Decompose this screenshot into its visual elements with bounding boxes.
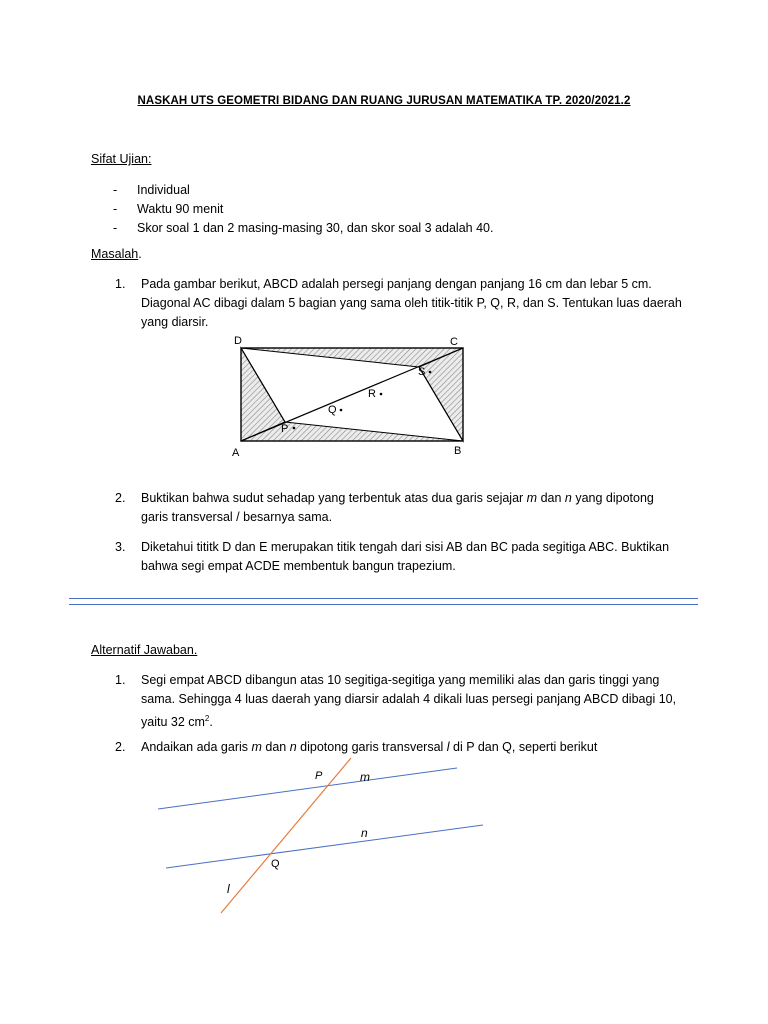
dash-bullet: - — [113, 202, 118, 216]
problem-2 — [115, 489, 654, 527]
answer-1 — [115, 671, 676, 732]
sifat-list — [113, 181, 493, 238]
answer-line: sama. Sehingga 4 luas daerah yang diarsir adalah 4 dikali luas persegi panjang ABCD dibagi 10, — [141, 692, 677, 706]
answer-line: Segi empat ABCD dibangun atas 10 segitiga-segitiga yang memiliki alas dan garis tinggi yang — [141, 673, 660, 687]
point-q — [340, 409, 343, 412]
label-c: C — [450, 336, 458, 348]
dash-bullet: - — [113, 221, 118, 235]
text-run: yang dipotong — [571, 491, 654, 505]
problem-text — [141, 275, 682, 332]
sifat-item-text: Waktu 90 menit — [137, 202, 224, 216]
problem-line: Pada gambar berikut, ABCD adalah persegi panjang dengan panjang 16 cm dan lebar 5 cm. — [141, 277, 652, 291]
label-p: P — [315, 770, 323, 782]
problem-line: garis transversal / besarnya sama. — [141, 510, 333, 524]
text-run: dan — [537, 491, 565, 505]
rectangle-figure — [225, 330, 475, 460]
label-q: Q — [328, 404, 337, 416]
label-q: Q — [271, 858, 280, 870]
problem-line: yang diarsir. — [141, 315, 209, 329]
parallel-lines-figure — [150, 755, 495, 920]
text-run: dan — [261, 740, 290, 754]
label-p: P — [281, 423, 289, 435]
text-run: Andaikan ada garis — [141, 740, 252, 754]
sifat-item — [113, 181, 493, 200]
problem-line: bahwa segi empat ACDE membentuk bangun trapezium. — [141, 559, 456, 573]
jawaban-heading: Alternatif Jawaban. — [91, 643, 198, 657]
problem-1 — [115, 275, 682, 332]
label-a: A — [232, 447, 240, 459]
label-d: D — [234, 335, 242, 347]
problem-line: Diketahui tititk D dan E merupakan titik tengah dari sisi AB dan BC pada segitiga ABC. Buktikan — [141, 540, 670, 554]
text-run: . — [209, 715, 213, 730]
answer-number: 2. — [115, 740, 126, 754]
problem-text — [141, 489, 654, 527]
problem-line: Diagonal AC dibagi dalam 5 bagian yang sama oleh titik-titik P, Q, R, dan S. Tentukan luas daerah — [141, 296, 682, 310]
answer-text — [141, 671, 676, 732]
problem-text — [141, 538, 669, 576]
label-r: R — [368, 388, 376, 400]
masalah-heading: Masalah — [91, 247, 139, 261]
masalah-heading-row — [91, 247, 142, 261]
transversal-l — [221, 758, 351, 913]
text-run: dipotong garis transversal — [296, 740, 447, 754]
sifat-item — [113, 219, 493, 238]
text-run: di P dan Q, seperti berikut — [449, 740, 598, 754]
problem-line — [141, 489, 654, 508]
answer-number: 1. — [115, 673, 126, 687]
label-b: B — [454, 445, 462, 457]
dash-bullet: - — [113, 183, 118, 197]
label-m: m — [360, 770, 370, 784]
point-r — [380, 393, 383, 396]
line-n — [166, 825, 483, 868]
diagonal-ac — [241, 348, 463, 441]
text-run: yaitu 32 cm — [141, 715, 205, 730]
point-p — [293, 427, 296, 430]
label-l: l — [227, 882, 230, 896]
var-n: n — [564, 491, 572, 505]
sifat-item-text: Individual — [137, 183, 190, 197]
document-title: NASKAH UTS GEOMETRI BIDANG DAN RUANG JURUSAN MATEMATIKA TP. 2020/2021.2 — [137, 95, 631, 107]
var-n: n — [289, 740, 297, 754]
label-n: n — [361, 826, 368, 840]
label-s: S — [418, 366, 426, 378]
problem-3 — [115, 538, 669, 576]
sifat-item-text: Skor soal 1 dan 2 masing-masing 30, dan skor soal 3 adalah 40. — [137, 221, 494, 235]
var-m: m — [526, 491, 538, 505]
superscript: 2 — [204, 714, 210, 723]
problem-number: 3. — [115, 540, 126, 554]
problem-number: 2. — [115, 491, 126, 505]
answer-line — [141, 709, 676, 732]
sifat-item — [113, 200, 493, 219]
point-s — [429, 371, 432, 374]
separator-line — [69, 598, 698, 599]
var-l: l — [446, 740, 450, 754]
separator-line — [69, 604, 698, 605]
sifat-ujian-heading: Sifat Ujian: — [91, 152, 152, 166]
heading-suffix: . — [138, 247, 142, 261]
text-run: Buktikan bahwa sudut sehadap yang terbentuk atas dua garis sejajar — [141, 491, 527, 505]
line-m — [158, 768, 457, 809]
var-m: m — [251, 740, 262, 754]
problem-number: 1. — [115, 277, 126, 291]
